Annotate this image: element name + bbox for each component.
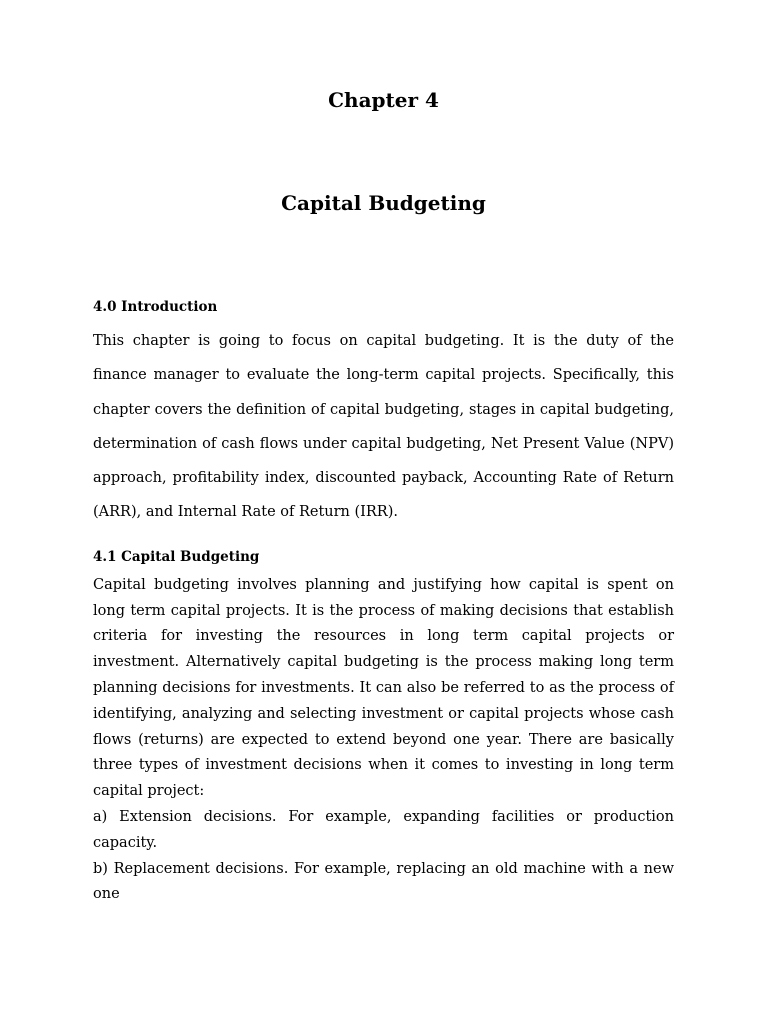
chapter-number: Chapter 4 bbox=[328, 88, 439, 112]
section-heading-capital-budgeting: 4.1 Capital Budgeting bbox=[93, 548, 260, 565]
section-heading-introduction: 4.0 Introduction bbox=[93, 299, 218, 315]
list-item-replacement: b) Replacement decisions. For example, replacing an old machine with a new one bbox=[93, 860, 674, 903]
list-item-extension: a) Extension decisions. For example, expanding facilities or production capacity. bbox=[93, 808, 674, 851]
capital-budgeting-paragraph: Capital budgeting involves planning and justifying how capital is spent on long term capital projects. It is the process of making decisions that establish criteria for investing the resources in long term capital projects or investment. Alternatively capital budgeting is the process making long term planning decisions for investments. It can also be referred to as the process of identifying, analyzing and selecting investment or capital projects whose cash flows (returns) are expected to extend beyond one year. There are basically three types of investment decisions when it comes to investing in long term capital project: bbox=[93, 576, 674, 800]
chapter-title: Capital Budgeting bbox=[281, 191, 486, 215]
introduction-paragraph: This chapter is going to focus on capital budgeting. It is the duty of the finance manager to evaluate the long-term capital projects. Specifically, this chapter covers the definition of capital budgeting, stages in capital budgeting, determination of cash flows under capital budgeting, Net Present Value (NPV) approach, profitability index, discounted payback, Accounting Rate of Return (ARR), and Internal Rate of Return (IRR). bbox=[93, 333, 674, 521]
